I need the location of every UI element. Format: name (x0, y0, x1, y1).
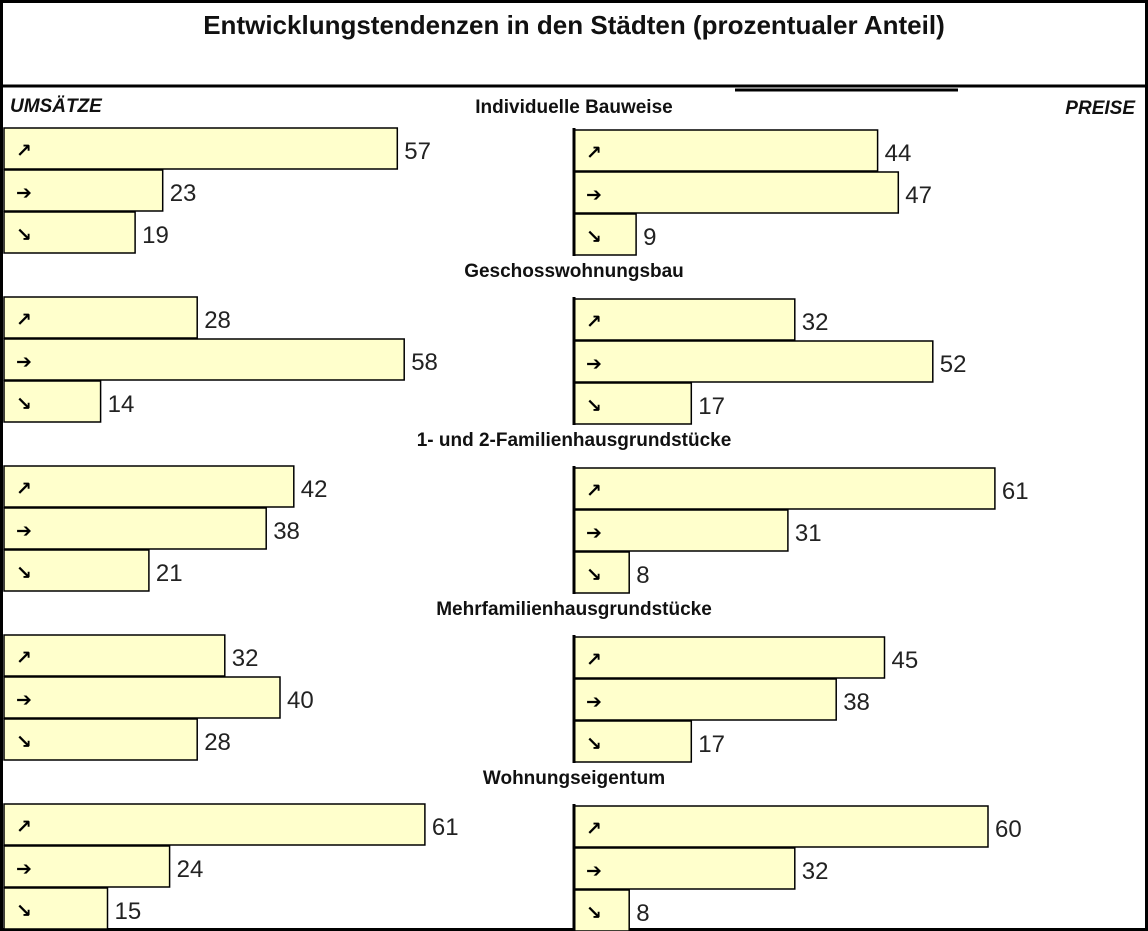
bar-wohnungseigentum-preise-flat (574, 848, 795, 889)
value-label-wohnungseigentum-preise-up: 60 (995, 816, 1022, 843)
value-label-familienhausgrundstuecke-umsaetze-down: 21 (155, 560, 183, 587)
arrow-icon-up: ↗ (16, 478, 32, 500)
section-label-geschosswohnungsbau: Geschosswohnungsbau (464, 261, 684, 282)
bar-individuelle-bauweise-preise-flat (574, 172, 898, 213)
arrow-icon-down: ↘ (586, 902, 602, 924)
value-label-geschosswohnungsbau-preise-flat: 52 (939, 351, 967, 378)
value-label-geschosswohnungsbau-umsaetze-down: 14 (107, 391, 135, 418)
arrow-icon-up: ↗ (16, 816, 32, 838)
arrow-icon-down: ↘ (16, 224, 32, 246)
arrow-icon-up: ↗ (16, 140, 32, 162)
bar-wohnungseigentum-umsaetze-up (4, 804, 425, 845)
value-label-mehrfamilienhausgrundstuecke-umsaetze-down: 28 (204, 729, 231, 756)
value-label-individuelle-bauweise-preise-down: 9 (643, 224, 657, 251)
value-label-wohnungseigentum-preise-flat: 32 (801, 858, 829, 885)
arrow-icon-up: ↗ (586, 311, 602, 333)
section-label-familienhausgrundstuecke: 1- und 2-Familienhausgrundstücke (416, 430, 732, 451)
value-label-individuelle-bauweise-umsaetze-up: 57 (404, 138, 432, 165)
arrow-icon-down: ↘ (16, 562, 32, 584)
value-label-mehrfamilienhausgrundstuecke-preise-up: 45 (891, 647, 919, 674)
arrow-icon-up: ↗ (586, 649, 602, 671)
section-label-wohnungseigentum: Wohnungseigentum (482, 768, 666, 789)
arrow-icon-down: ↘ (16, 731, 32, 753)
value-label-familienhausgrundstuecke-preise-down: 8 (636, 562, 650, 589)
arrow-icon-down: ↘ (586, 733, 602, 755)
section-label-individuelle-bauweise: Individuelle Bauweise (475, 97, 673, 118)
arrow-icon-flat: ➔ (16, 351, 32, 373)
value-label-familienhausgrundstuecke-preise-flat: 31 (794, 520, 822, 547)
arrow-icon-up: ↗ (16, 647, 32, 669)
bar-geschosswohnungsbau-umsaetze-up (4, 297, 197, 338)
value-label-familienhausgrundstuecke-umsaetze-flat: 38 (273, 518, 300, 545)
bar-familienhausgrundstuecke-preise-up (574, 468, 995, 509)
arrow-icon-up: ↗ (586, 480, 602, 502)
bar-individuelle-bauweise-umsaetze-up (4, 128, 397, 169)
bar-mehrfamilienhausgrundstuecke-umsaetze-down (4, 719, 197, 760)
value-label-mehrfamilienhausgrundstuecke-umsaetze-up: 32 (231, 645, 259, 672)
arrow-icon-flat: ➔ (586, 353, 602, 375)
value-label-individuelle-bauweise-umsaetze-down: 19 (142, 222, 169, 249)
arrow-icon-flat: ➔ (16, 520, 32, 542)
value-label-wohnungseigentum-umsaetze-up: 61 (431, 814, 459, 841)
bar-mehrfamilienhausgrundstuecke-preise-up (574, 637, 885, 678)
value-label-individuelle-bauweise-preise-up: 44 (884, 140, 912, 167)
value-label-mehrfamilienhausgrundstuecke-preise-down: 17 (698, 731, 726, 758)
right-panel-label: PREISE (1065, 98, 1135, 119)
bar-wohnungseigentum-preise-up (574, 806, 988, 847)
bar-familienhausgrundstuecke-umsaetze-flat (4, 508, 266, 549)
arrow-icon-flat: ➔ (16, 182, 32, 204)
arrow-icon-down: ↘ (586, 564, 602, 586)
bar-individuelle-bauweise-preise-up (574, 130, 878, 171)
bar-individuelle-bauweise-preise-down (574, 214, 636, 255)
arrow-icon-flat: ➔ (586, 522, 602, 544)
arrow-icon-flat: ➔ (586, 691, 602, 713)
chart-title: Entwicklungstendenzen in den Städten (prozentualer Anteil) (203, 10, 945, 40)
value-label-mehrfamilienhausgrundstuecke-preise-flat: 38 (843, 689, 870, 716)
bar-familienhausgrundstuecke-preise-flat (574, 510, 788, 551)
value-label-familienhausgrundstuecke-umsaetze-up: 42 (300, 476, 328, 503)
arrow-icon-down: ↘ (586, 395, 602, 417)
value-label-familienhausgrundstuecke-preise-up: 61 (1001, 478, 1029, 505)
bar-familienhausgrundstuecke-umsaetze-up (4, 466, 294, 507)
section-label-mehrfamilienhausgrundstuecke: Mehrfamilienhausgrundstücke (436, 599, 712, 620)
bar-geschosswohnungsbau-preise-up (574, 299, 795, 340)
bar-geschosswohnungsbau-umsaetze-flat (4, 339, 404, 380)
arrow-icon-flat: ➔ (586, 184, 602, 206)
value-label-geschosswohnungsbau-preise-down: 17 (698, 393, 726, 420)
arrow-icon-up: ↗ (16, 309, 32, 331)
arrow-icon-flat: ➔ (16, 689, 32, 711)
arrow-icon-flat: ➔ (586, 860, 602, 882)
value-label-wohnungseigentum-umsaetze-flat: 24 (176, 856, 204, 883)
value-label-geschosswohnungsbau-preise-up: 32 (801, 309, 829, 336)
arrow-icon-up: ↗ (586, 818, 602, 840)
bar-mehrfamilienhausgrundstuecke-umsaetze-flat (4, 677, 280, 718)
arrow-icon-down: ↘ (586, 226, 602, 248)
arrow-icon-down: ↘ (16, 900, 32, 922)
value-label-wohnungseigentum-umsaetze-down: 15 (114, 898, 142, 925)
bar-mehrfamilienhausgrundstuecke-umsaetze-up (4, 635, 225, 676)
arrow-icon-up: ↗ (586, 142, 602, 164)
bar-mehrfamilienhausgrundstuecke-preise-flat (574, 679, 836, 720)
value-label-wohnungseigentum-preise-down: 8 (636, 900, 650, 927)
value-label-individuelle-bauweise-umsaetze-flat: 23 (169, 180, 197, 207)
bar-geschosswohnungsbau-preise-flat (574, 341, 933, 382)
value-label-mehrfamilienhausgrundstuecke-umsaetze-flat: 40 (287, 687, 314, 714)
left-panel-label: UMSÄTZE (10, 96, 102, 117)
value-label-geschosswohnungsbau-umsaetze-flat: 58 (411, 349, 438, 376)
value-label-individuelle-bauweise-preise-flat: 47 (905, 182, 933, 209)
value-label-geschosswohnungsbau-umsaetze-up: 28 (204, 307, 231, 334)
arrow-icon-flat: ➔ (16, 858, 32, 880)
arrow-icon-down: ↘ (16, 393, 32, 415)
